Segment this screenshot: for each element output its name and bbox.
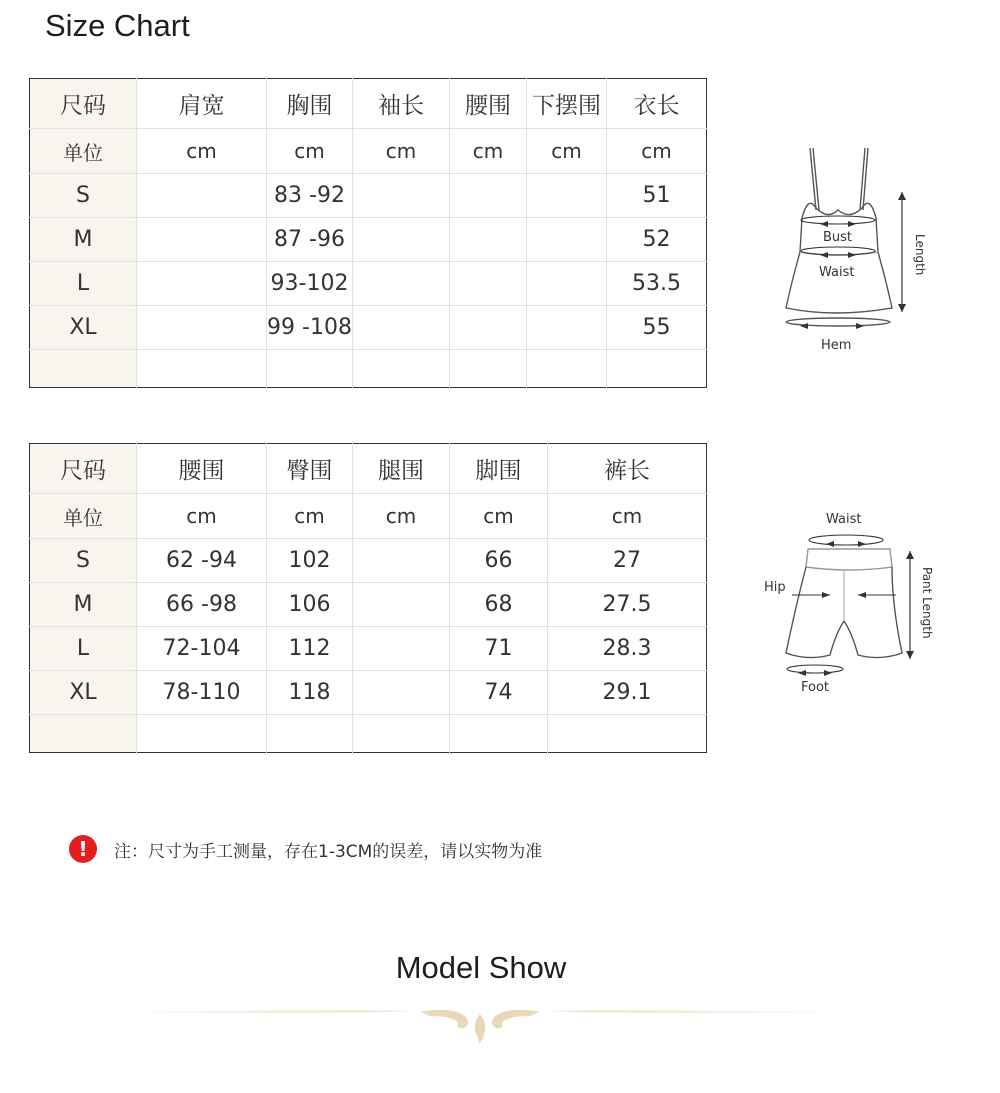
table-cell: 51 — [607, 174, 707, 218]
unit-cell: cm — [353, 129, 450, 174]
table-row — [30, 262, 707, 306]
table-cell: 28.3 — [548, 627, 707, 671]
ornament-icon — [80, 1000, 880, 1050]
table-cell: 27 — [548, 539, 707, 583]
table-cell — [137, 306, 267, 350]
table-cell — [267, 715, 353, 753]
header-cell: 腰围 — [450, 79, 527, 129]
table-cell — [548, 715, 707, 753]
table-cell — [607, 350, 707, 388]
table-cell — [527, 262, 607, 306]
unit-cell: 单位 — [30, 494, 137, 539]
table-row — [30, 671, 707, 715]
size-cell: XL — [30, 671, 137, 715]
unit-cell: cm — [267, 129, 353, 174]
table-cell — [450, 350, 527, 388]
header-cell: 尺码 — [30, 444, 137, 494]
table-cell: 62 -94 — [137, 539, 267, 583]
blank-row — [30, 350, 707, 388]
table-cell — [353, 350, 450, 388]
table-cell: 106 — [267, 583, 353, 627]
exclamation-icon: ! — [69, 835, 97, 863]
header-row — [30, 444, 707, 494]
table-cell — [450, 218, 527, 262]
table-cell: 78-110 — [137, 671, 267, 715]
table-cell: 93-102 — [267, 262, 353, 306]
ornament-divider — [80, 1000, 880, 1054]
foot-label: Foot — [801, 680, 830, 695]
table-row — [30, 218, 707, 262]
table-cell — [353, 262, 450, 306]
table-cell: 55 — [607, 306, 707, 350]
header-cell: 尺码 — [30, 79, 137, 129]
pant-length-label: Pant Length — [920, 567, 934, 639]
table-cell — [527, 350, 607, 388]
waist-label: Waist — [819, 265, 855, 280]
table-cell — [527, 174, 607, 218]
unit-cell: cm — [450, 129, 527, 174]
header-cell: 下摆围 — [527, 79, 607, 129]
size-chart-title: Size Chart — [45, 8, 190, 43]
size-cell: L — [30, 627, 137, 671]
unit-row — [30, 129, 707, 174]
table-cell — [137, 174, 267, 218]
table-cell — [527, 306, 607, 350]
table-cell: 74 — [450, 671, 548, 715]
table-row — [30, 174, 707, 218]
table-cell: 83 -92 — [267, 174, 353, 218]
table-cell — [137, 262, 267, 306]
unit-cell: cm — [527, 129, 607, 174]
model-show-title: Model Show — [395, 950, 567, 985]
table-cell — [450, 262, 527, 306]
table-cell: 99 -108 — [267, 306, 353, 350]
table-cell: 118 — [267, 671, 353, 715]
length-label: Length — [913, 234, 927, 276]
unit-row — [30, 494, 707, 539]
size-cell: M — [30, 583, 137, 627]
table-cell — [353, 627, 450, 671]
top-size-table — [29, 78, 707, 388]
unit-cell: cm — [267, 494, 353, 539]
table-cell — [353, 306, 450, 350]
size-cell: M — [30, 218, 137, 262]
header-cell: 脚围 — [450, 444, 548, 494]
table-row — [30, 627, 707, 671]
unit-cell: cm — [353, 494, 450, 539]
table-cell — [137, 350, 267, 388]
header-cell: 裤长 — [548, 444, 707, 494]
shorts-illustration — [760, 505, 950, 700]
table-cell: 66 -98 — [137, 583, 267, 627]
table-cell — [353, 671, 450, 715]
header-cell: 腰围 — [137, 444, 267, 494]
table-cell — [137, 715, 267, 753]
header-cell: 衣长 — [607, 79, 707, 129]
header-cell: 臀围 — [267, 444, 353, 494]
header-row — [30, 79, 707, 129]
header-cell: 肩宽 — [137, 79, 267, 129]
size-cell: S — [30, 174, 137, 218]
table-cell: 112 — [267, 627, 353, 671]
table-cell: 53.5 — [607, 262, 707, 306]
table-row — [30, 306, 707, 350]
table-cell — [450, 306, 527, 350]
table-cell: 27.5 — [548, 583, 707, 627]
note-text: 注：尺寸为手工测量，存在1-3CM的误差，请以实物为准 — [114, 841, 543, 862]
measurement-note — [69, 835, 542, 863]
bust-label: Bust — [823, 230, 853, 245]
shorts-diagram — [760, 505, 950, 704]
table-row — [30, 539, 707, 583]
table-cell: 87 -96 — [267, 218, 353, 262]
table-cell — [267, 350, 353, 388]
size-cell: S — [30, 539, 137, 583]
table-cell — [353, 539, 450, 583]
camisole-illustration — [780, 140, 950, 360]
hem-label: Hem — [821, 338, 852, 353]
table-cell — [353, 583, 450, 627]
size-cell: L — [30, 262, 137, 306]
table-cell: 68 — [450, 583, 548, 627]
unit-cell: cm — [137, 129, 267, 174]
camisole-diagram — [780, 140, 950, 364]
waist-label: Waist — [826, 512, 862, 527]
table-cell: 29.1 — [548, 671, 707, 715]
unit-cell: cm — [607, 129, 707, 174]
bottom-size-table — [29, 443, 707, 753]
unit-cell: cm — [450, 494, 548, 539]
unit-cell: cm — [548, 494, 707, 539]
table-cell: 102 — [267, 539, 353, 583]
table-cell — [30, 715, 137, 753]
blank-row — [30, 715, 707, 753]
table-cell: 66 — [450, 539, 548, 583]
table-cell — [450, 715, 548, 753]
table-cell — [353, 218, 450, 262]
table-cell — [353, 174, 450, 218]
table-cell — [450, 174, 527, 218]
table-cell — [353, 715, 450, 753]
table-row — [30, 583, 707, 627]
hip-label: Hip — [764, 580, 786, 595]
header-cell: 胸围 — [267, 79, 353, 129]
unit-cell: 单位 — [30, 129, 137, 174]
table-cell: 72-104 — [137, 627, 267, 671]
table-cell — [30, 350, 137, 388]
header-cell: 腿围 — [353, 444, 450, 494]
header-cell: 袖长 — [353, 79, 450, 129]
table-cell: 71 — [450, 627, 548, 671]
table-cell — [527, 218, 607, 262]
size-cell: XL — [30, 306, 137, 350]
unit-cell: cm — [137, 494, 267, 539]
table-cell: 52 — [607, 218, 707, 262]
table-cell — [137, 218, 267, 262]
